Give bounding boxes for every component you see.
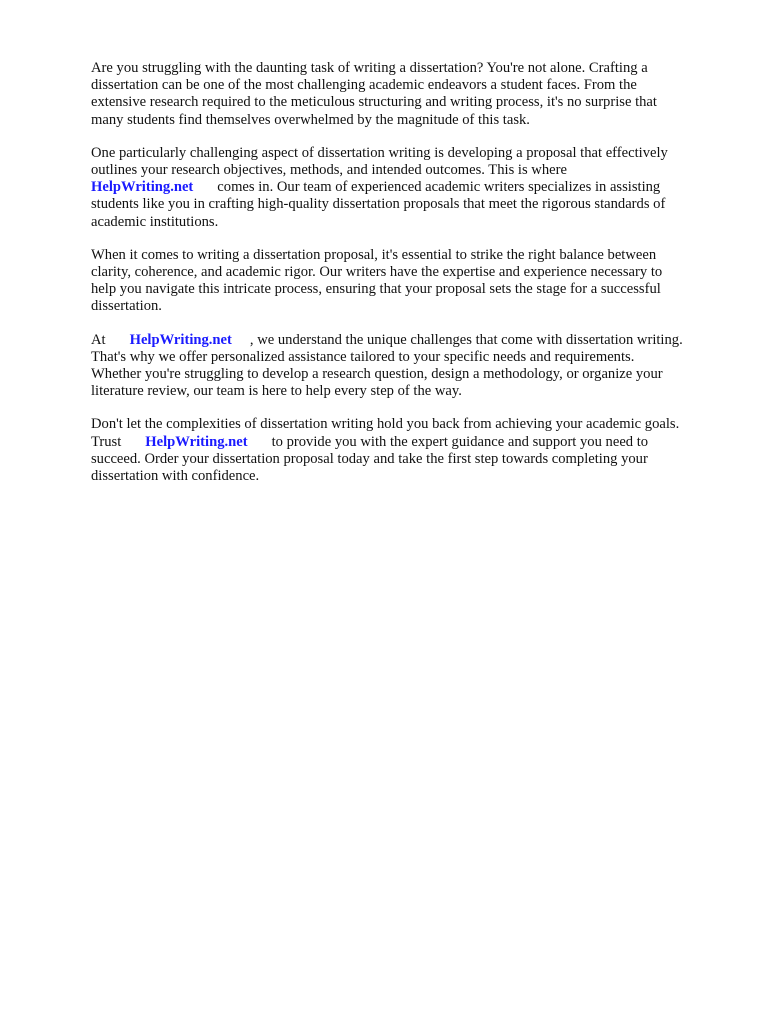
paragraph-intro bbox=[91, 60, 731, 129]
helpwriting-link[interactable]: HelpWriting.net bbox=[91, 179, 194, 196]
text-fragment: to provide you with the expert guidance and support you need to bbox=[271, 433, 649, 450]
text-fragment: comes in. Our team of experienced academic writers specializes in assisting bbox=[217, 179, 661, 196]
document-page bbox=[91, 60, 731, 501]
text-line: Are you struggling with the daunting task of writing a dissertation? You're not alone. Crafting a bbox=[91, 60, 648, 76]
helpwriting-link[interactable]: HelpWriting.net bbox=[129, 331, 232, 348]
text-fragment: At bbox=[91, 331, 106, 348]
text-line: When it comes to writing a dissertation proposal, it's essential to strike the right balance between bbox=[91, 246, 657, 263]
text-line: literature review, our team is here to help every step of the way. bbox=[91, 383, 462, 400]
text-line: academic institutions. bbox=[91, 213, 219, 230]
text-line: outlines your research objectives, methods, and intended outcomes. This is where bbox=[91, 162, 567, 179]
text-line: many students find themselves overwhelmed by the magnitude of this task. bbox=[91, 111, 530, 128]
text-line-with-link bbox=[91, 332, 731, 349]
text-line: Whether you're struggling to develop a research question, design a methodology, or organize your bbox=[91, 366, 663, 383]
text-line-with-link bbox=[91, 434, 731, 451]
text-line: One particularly challenging aspect of dissertation writing is developing a proposal that effectively bbox=[91, 144, 668, 161]
text-line: students like you in crafting high-quality dissertation proposals that meet the rigorous standards of bbox=[91, 196, 666, 213]
text-line: dissertation. bbox=[91, 298, 162, 315]
text-line: help you navigate this intricate process, ensuring that your proposal sets the stage for a successful bbox=[91, 281, 661, 298]
text-line: extensive research required to the meticulous structuring and writing process, it's no surprise that bbox=[91, 94, 657, 111]
text-line: clarity, coherence, and academic rigor. Our writers have the expertise and experience necessary to bbox=[91, 264, 663, 281]
text-line: Don't let the complexities of dissertation writing hold you back from achieving your academic goals. bbox=[91, 416, 680, 433]
helpwriting-link[interactable]: HelpWriting.net bbox=[145, 433, 248, 450]
text-line: succeed. Order your dissertation proposal today and take the first step towards completing your bbox=[91, 450, 648, 467]
text-line: That's why we offer personalized assistance tailored to your specific needs and requirements. bbox=[91, 348, 635, 365]
text-line: dissertation with confidence. bbox=[91, 468, 260, 485]
text-line-with-link bbox=[91, 179, 731, 196]
text-line: dissertation can be one of the most challenging academic endeavors a student faces. From the bbox=[91, 77, 637, 94]
paragraph-balance bbox=[91, 247, 731, 316]
paragraph-challenges bbox=[91, 332, 731, 401]
text-fragment: , we understand the unique challenges that come with dissertation writing. bbox=[249, 331, 683, 348]
paragraph-proposal bbox=[91, 145, 731, 231]
text-fragment: Trust bbox=[91, 433, 122, 450]
paragraph-trust bbox=[91, 416, 731, 485]
